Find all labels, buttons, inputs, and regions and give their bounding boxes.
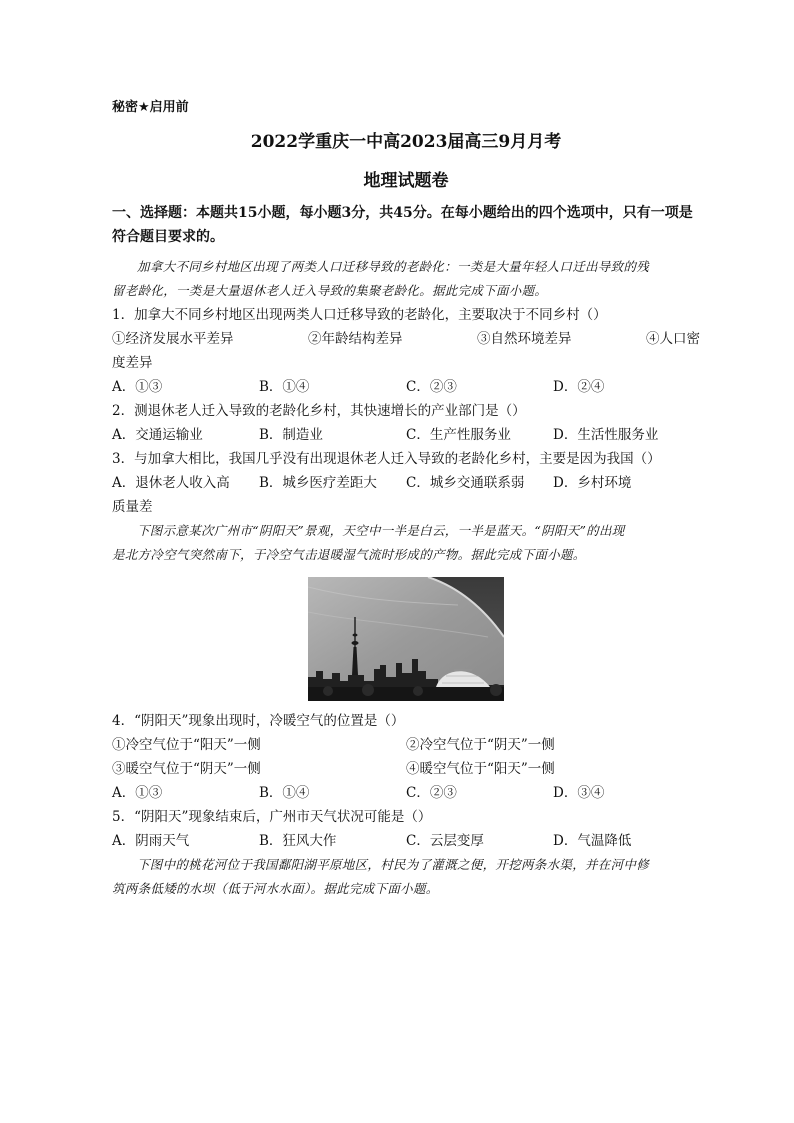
option-d[interactable]: D．③④ — [553, 785, 605, 801]
question-1-options — [112, 375, 700, 399]
option-a[interactable]: A．阴雨天气 — [112, 833, 190, 849]
passage-2-line2: 是北方冷空气突然南下，于冷空气击退暖湿气流时形成的产物。据此完成下面小题。 — [112, 547, 586, 562]
option-b[interactable]: B．狂风大作 — [259, 833, 337, 849]
exam-title: 2022学重庆一中高2023届高三9月月考 — [250, 132, 562, 152]
option-b[interactable]: B．①④ — [259, 379, 310, 395]
figure-container — [112, 577, 700, 701]
statement: ②冷空气位于“阴天”一侧 — [406, 737, 555, 753]
exam-subtitle: 地理试题卷 — [363, 171, 449, 191]
exam-page — [112, 96, 700, 901]
question-5 — [112, 805, 700, 853]
question-5-stem: 5．“阴阳天”现象结束后，广州市天气状况可能是（） — [112, 809, 432, 825]
option-c[interactable]: C．城乡交通联系弱 — [406, 475, 525, 491]
option-d[interactable]: D．②④ — [553, 379, 605, 395]
question-3-stem: 3．与加拿大相比，我国几乎没有出现退休老人迁入导致的老龄化乡村，主要是因为我国（） — [112, 451, 661, 467]
passage-2-line1: 下图示意某次广州市“阴阳天”景观，天空中一半是白云，一半是蓝天。“阴阳天”的出现 — [137, 523, 625, 538]
question-2-options — [112, 423, 700, 447]
question-3 — [112, 447, 700, 519]
section-heading-line1: 一、选择题：本题共15小题，每小题3分，共45分。在每小题给出的四个选项中，只有一项是 — [112, 205, 693, 221]
option-a[interactable]: A．退休老人收入高 — [112, 475, 230, 491]
question-4 — [112, 709, 700, 805]
question-4-statements-row2 — [112, 757, 700, 781]
question-3-options — [112, 471, 700, 495]
passage-3 — [112, 853, 700, 901]
passage-1-line2: 留老龄化，一类是大量退休老人迁入导致的集聚老龄化。据此完成下面小题。 — [112, 283, 548, 298]
option-a[interactable]: A．①③ — [112, 379, 163, 395]
option-a[interactable]: A．①③ — [112, 785, 163, 801]
question-2-stem: 2．测退休老人迁入导致的老龄化乡村，其快速增长的产业部门是（） — [112, 403, 526, 419]
passage-3-line1: 下图中的桃花河位于我国鄱阳湖平原地区，村民为了灌溉之便，开挖两条水渠，并在河中修 — [137, 857, 650, 872]
option-a[interactable]: A．交通运输业 — [112, 427, 203, 443]
option-c[interactable]: C．②③ — [406, 785, 457, 801]
passage-1-line1: 加拿大不同乡村地区出现了两类人口迁移导致的老龄化：一类是大量年轻人口迁出导致的残 — [137, 259, 650, 274]
question-1-stem: 1．加拿大不同乡村地区出现两类人口迁移导致的老龄化，主要取决于不同乡村（） — [112, 307, 607, 323]
passage-1 — [112, 255, 700, 303]
statement: ②年龄结构差异 — [308, 331, 403, 347]
option-b[interactable]: B．城乡医疗差距大 — [259, 475, 377, 491]
passage-3-line2: 筑两条低矮的水坝（低于河水水面）。据此完成下面小题。 — [112, 881, 439, 896]
passage-2 — [112, 519, 700, 567]
option-continuation: 质量差 — [112, 499, 153, 515]
section-heading-line2: 符合题目要求的。 — [112, 229, 224, 245]
secret-label: 秘密★启用前 — [112, 100, 189, 115]
question-1 — [112, 303, 700, 399]
statement: ①冷空气位于“阳天”一侧 — [112, 737, 261, 753]
yinyang-sky-photo — [308, 577, 504, 701]
option-c[interactable]: C．生产性服务业 — [406, 427, 511, 443]
statement: ④人口密 — [646, 331, 700, 347]
statement: ③暖空气位于“阴天”一侧 — [112, 761, 261, 777]
option-b[interactable]: B．制造业 — [259, 427, 323, 443]
option-b[interactable]: B．①④ — [259, 785, 310, 801]
statement-continuation: 度差异 — [112, 355, 153, 371]
question-4-statements-row1 — [112, 733, 700, 757]
question-4-stem: 4．“阴阳天”现象出现时，冷暖空气的位置是（） — [112, 713, 405, 729]
option-d[interactable]: D．乡村环境 — [553, 475, 632, 491]
question-4-options — [112, 781, 700, 805]
statement: ①经济发展水平差异 — [112, 331, 234, 347]
option-d[interactable]: D．生活性服务业 — [553, 427, 659, 443]
option-d[interactable]: D．气温降低 — [553, 833, 632, 849]
statement: ④暖空气位于“阳天”一侧 — [406, 761, 555, 777]
question-1-statements — [112, 327, 700, 351]
question-2 — [112, 399, 700, 447]
option-c[interactable]: C．②③ — [406, 379, 457, 395]
section-heading — [112, 201, 700, 249]
option-c[interactable]: C．云层变厚 — [406, 833, 484, 849]
statement: ③自然环境差异 — [477, 331, 572, 347]
question-5-options — [112, 829, 700, 853]
